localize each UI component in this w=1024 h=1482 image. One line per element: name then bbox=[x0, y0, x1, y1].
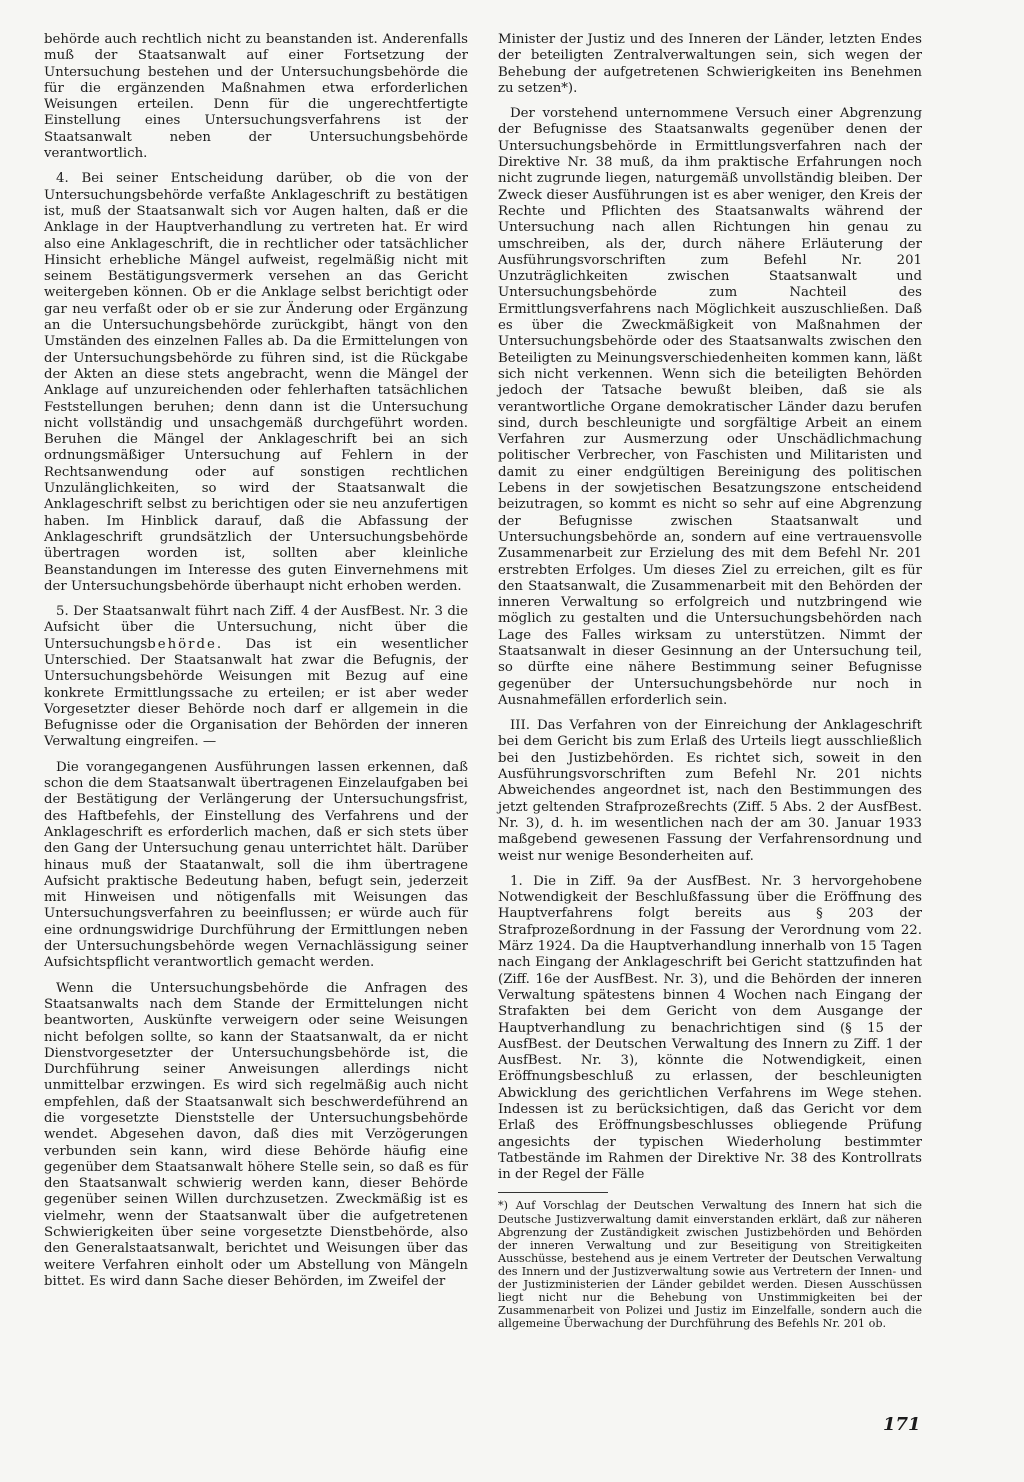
right-paragraph-3: III. Das Verfahren von der Einreichung der Anklageschrift bei dem Gericht bis zum Erlaß des Urteils liegt ausschließlich bei den Justizbehörden. Es richtet sich, soweit in den Ausführungsvorschriften zum Befehl Nr. 201 nichts Abweichendes angeordnet ist, nach den Bestimmungen des jetzt geltenden Strafprozeßrechts (Ziff. 5 Abs. 2 der AusfBest. Nr. 3), d. h. im wesentlichen nach der am 30. Januar 1933 maßgebend gewesenen Fassung der Verfahrensordnung und weist nur wenige Besonderheiten auf. bbox=[498, 718, 922, 864]
left-paragraph-5: Wenn die Untersuchungsbehörde die Anfragen des Staatsanwalts nach dem Stande der Ermittelungen nicht beantworten, Auskünfte verweigern oder seine Weisungen nicht befolgen sollte, so kann der Staatsanwalt, da er nicht Dienstvorgesetzter der Untersuchungsbehörde ist, die Durchführung seiner Anweisungen allerdings nicht unmittelbar erzwingen. Es wird sich regelmäßig auch nicht empfehlen, daß der Staatsanwalt sich beschwerdeführend an die vorgesetzte Dienststelle der Untersuchungsbehörde wendet. Abgesehen davon, daß dies mit Verzögerungen verbunden sein kann, wird diese Behörde häufig eine gegenüber dem Staatsanwalt höhere Stelle sein, so daß es für den Staatsanwalt schwierig werden kann, dieser Behörde gegenüber seinen Willen durchzusetzen. Zweckmäßig ist es vielmehr, wenn der Staatsanwalt über die aufgetretenen Schwierigkeiten über seine vorgesetzte Dienstbehörde, also den Generalstaatsanwalt, berichtet und Weisungen über das weitere Verfahren einholt oder um Abstellung von Mängeln bittet. Es wird dann Sache dieser Behörden, im Zweifel der bbox=[44, 980, 468, 1289]
right-paragraph-2: Der vorstehend unternommene Versuch einer Abgrenzung der Befugnisse des Staatsanwalts gegenüber denen der Untersuchungsbehörde in Ermittlungsverfahren nach der Direktive Nr. 38 muß, da ihm praktische Erfahrungen noch nicht zugrunde liegen, naturgemäß unvollständig bleiben. Der Zweck dieser Ausführungen ist es aber weniger, den Kreis der Rechte und Pflichten des Staatsanwalts während der Untersuchung nach allen Richtungen hin genau zu umschreiben, als der, durch nähere Erläuterung der Ausführungsvorschriften zum Befehl Nr. 201 Unzuträglichkeiten zwischen Staatsanwalt und Untersuchungsbehörde zum Nachteil des Ermittlungsverfahrens nach Möglichkeit auszuschließen. Daß es über die Zweckmäßigkeit von Maßnahmen der Untersuchungsbehörde oder des Staatsanwalts zwischen den Beteiligten zu Meinungsverschiedenheiten kommen kann, läßt sich nicht verkennen. Wenn sich die beteiligten Behörden jedoch der Tatsache bewußt bleiben, daß sie als verantwortliche Organe demokratischer Länder dazu berufen sind, durch beschleunigte und sorgfältige Arbeit an einem Verfahren zur Ausmerzung oder Unschädlichmachung politischer Verbrecher, von Faschisten und Militaristen und damit zu einer endgültigen Bereinigung des politischen Lebens in der sowjetischen Besatzungszone entscheidend beizutragen, so kommt es nicht so sehr auf eine Abgrenzung der Befugnisse zwischen Staatsanwalt und Untersuchungsbehörde an, sondern auf eine vertrauensvolle Zusammenarbeit zur Erzielung des mit dem Befehl Nr. 201 erstrebten Erfolges. Um dieses Ziel zu erreichen, gilt es für den Staatsanwalt, die Zusammenarbeit mit den Behörden der inneren Verwaltung so erfolgreich und nutzbringend wie möglich zu gestalten und die Untersuchungsbehörden nach Lage des Falles wirksam zu unterstützen. Nimmt der Staatsanwalt in dieser Gesinnung an der Untersuchung teil, so dürfte eine nähere Bestimmung seiner Befugnisse gegenüber der Untersuchungsbehörde nur noch in Ausnahmefällen erforderlich sein. bbox=[498, 106, 922, 708]
left-paragraph-3-start: 5. Der Staatsanwalt führt nach Ziff. 4 der AusfBest. Nr. 3 die Aufsicht über die Untersuchung, nicht über die Untersuchungs bbox=[44, 604, 468, 652]
footnote: *) Auf Vorschlag der Deutschen Verwaltung des Innern hat sich die Deutsche Justizverwaltung damit einverstanden erklärt, daß zur näheren Abgrenzung der Zuständigkeit zwischen Justizbehörden und Behörden der inneren Verwaltung und zur Beseitigung von Streitigkeiten Ausschüsse, bestehend aus je einem Vertreter der Deutschen Verwaltung des Innern und der Justizverwaltung sowie aus Vertretern der Innen- und der Justizministerien der Länder gebildet werden. Diesen Ausschüssen liegt nicht nur die Behebung von Unstimmigkeiten bei der Zusammenarbeit von Polizei und Justiz im Einzelfalle, sondern auch die allgemeine Überwachung der Durchführung des Befehls Nr. 201 ob. bbox=[498, 1199, 922, 1331]
page-number: 171 bbox=[883, 1414, 921, 1435]
right-paragraph-4: 1. Die in Ziff. 9a der AusfBest. Nr. 3 hervorgehobene Notwendigkeit der Beschlußfassung über die Eröffnung des Hauptverfahrens folgt bereits aus § 203 der Strafprozeßordnung in der Fassung der Verordnung vom 22. März 1924. Da die Hauptverhandlung innerhalb von 15 Tagen nach Eingang der Anklageschrift bei Gericht stattzufinden hat (Ziff. 16e der AusfBest. Nr. 3), und die Behörden der inneren Verwaltung spätestens binnen 4 Wochen nach Eingang der Strafakten bei dem Gericht von dem Ausgange der Hauptverhandlung zu benachrichtigen sind (§ 15 der AusfBest. der Deutschen Verwaltung des Innern zu Ziff. 1 der AusfBest. Nr. 3), könnte die Notwendigkeit, einen Eröffnungsbeschluß zu erlassen, der beschleunigten Abwicklung des gerichtlichen Verfahrens im Wege stehen. Indessen ist zu berücksichtigen, daß das Gericht vor dem Erlaß des Eröffnungsbeschlusses obliegende Prüfung angesichts der typischen Wiederholung bestimmter Tatbestände im Rahmen der Direktive Nr. 38 des Kontrollrats in der Regel der Fälle bbox=[498, 873, 922, 1183]
footnote-divider bbox=[498, 1192, 608, 1193]
left-paragraph-2: 4. Bei seiner Entscheidung darüber, ob die von der Untersuchungsbehörde verfaßte Anklageschrift zu bestätigen ist, muß der Staatsanwalt sich vor Augen halten, daß er die Anklage in der Hauptverhandlung zu vertreten hat. Er wird also eine Anklageschrift, die in rechtlicher oder tatsächlicher Hinsicht erhebliche Mängel aufweist, regelmäßig nicht mit seinem Bestätigungsvermerk versehen an das Gericht weitergeben können. Ob er die Anklage selbst berichtigt oder gar neu verfaßt oder ob er sie zur Änderung oder Ergänzung an die Untersuchungsbehörde zurückgibt, hängt von den Umständen des einzelnen Falles ab. Da die Ermittelungen von der Untersuchungsbehörde zu führen sind, ist die Rückgabe der Akten an diese stets angebracht, wenn die Mängel der Anklage auf unzureichenden oder fehlerhaften tatsächlichen Feststellungen beruhen; denn dann ist die Untersuchung nicht vollständig und unsachgemäß durchgeführt worden. Beruhen die Mängel der Anklageschrift bei an sich ordnungsmäßiger Untersuchung auf Fehlern in der Rechtsanwendung oder auf sonstigen rechtlichen Unzulänglichkeiten, so wird der Staatsanwalt die Anklageschrift selbst zu berichtigen oder sie neu anzufertigen haben. Im Hinblick darauf, daß die Abfassung der Anklageschrift grundsätzlich der Untersuchungsbehörde übertragen worden ist, sollten aber kleinliche Beanstandungen im Interesse des guten Einvernehmens mit der Untersuchungsbehörde überhaupt nicht erhoben werden. bbox=[44, 171, 468, 594]
left-column bbox=[44, 32, 468, 1299]
right-paragraph-1: Minister der Justiz und des Inneren der Länder, letzten Endes der beteiligten Zentralverwaltungen sein, sich wegen der Behebung der aufgetretenen Schwierigkeiten ins Benehmen zu setzen*). bbox=[498, 32, 922, 96]
left-paragraph-4: Die vorangegangenen Ausführungen lassen erkennen, daß schon die dem Staatsanwalt übertragenen Einzelaufgaben bei der Bestätigung der Verlängerung der Untersuchungsfrist, des Haftbefehls, der Einstellung des Verfahrens und der Anklageschrift es erforderlich machen, daß er sich stets über den Gang der Untersuchung genau unterrichtet hält. Darüber hinaus muß der Staatanwalt, soll die ihm übertragene Aufsicht praktische Bedeutung haben, befugt sein, jederzeit mit Hinweisen und nötigenfalls mit Weisungen das Untersuchungsverfahren zu beeinflussen; er würde auch für eine ordnungswidrige Durchführung der Ermittlungen neben der Untersuchungsbehörde wegen Vernachlässigung seiner Aufsichtspflicht verantwortlich gemacht werden. bbox=[44, 759, 468, 971]
left-paragraph-3 bbox=[44, 604, 468, 751]
left-paragraph-3-end: . Das ist ein wesentlicher Unterschied. Der Staatsanwalt hat zwar die Befugnis, der Untersuchungsbehörde Weisungen mit Bezug auf eine konkrete Ermittlungssache zu erteilen; er ist aber weder Vorgesetzter dieser Behörde noch darf er allgemein in die Befugnisse oder die Organisation der Behörden der inneren Verwaltung eingreifen. — bbox=[44, 636, 468, 750]
right-column bbox=[498, 32, 922, 1339]
left-paragraph-3-emphasis: behörde bbox=[147, 636, 217, 652]
left-paragraph-1: behörde auch rechtlich nicht zu beanstanden ist. Anderenfalls muß der Staatsanwalt auf einer Fortsetzung der Untersuchung bestehen und der Untersuchungsbehörde die für die ergänzenden Maßnahmen etwa erforderlichen Weisungen erteilen. Denn für die ungerechtfertigte Einstellung eines Untersuchungsverfahrens ist der Staatsanwalt neben der Untersuchungsbehörde verantwortlich. bbox=[44, 32, 468, 162]
